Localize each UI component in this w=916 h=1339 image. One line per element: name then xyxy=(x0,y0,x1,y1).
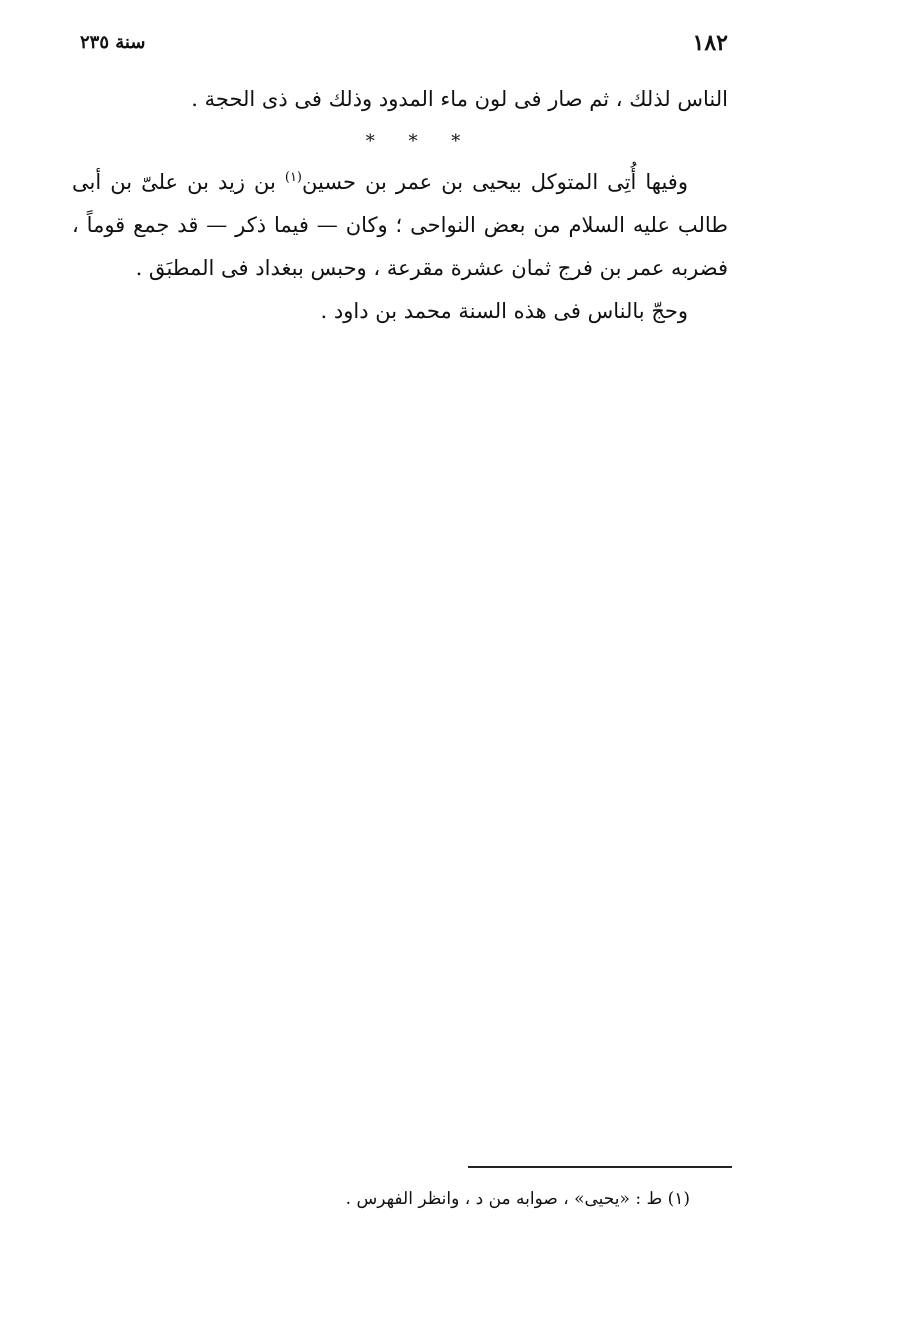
paragraph-main-rest: بن زيد بن علىّ بن أبى طالب عليه السلام من بعض النواحى ؛ وكان — فيما ذكر — قد جمع قوماً ، فضربه عمر بن فرج ثمان عشرة مقرعة ، وحبس ببغداد فى المطبَق . xyxy=(72,170,728,280)
footnote-marker: (١) xyxy=(284,170,302,185)
paragraph-main xyxy=(72,161,728,290)
paragraph-continuation: الناس لذلك ، ثم صار فى لون ماء المدود وذلك فى ذى الحجة . xyxy=(191,87,728,111)
footnote-divider xyxy=(468,1166,732,1168)
footnote-1: (١) ط : «يحيى» ، صوابه من د ، وانظر الفهرس . xyxy=(345,1189,690,1209)
paragraph-hajj: وحجّ بالناس فى هذه السنة محمد بن داود . xyxy=(320,299,688,323)
paragraph-main-start: وفيها أُتِى المتوكل بيحيى بن عمر بن حسين xyxy=(302,170,688,194)
page-number: ١٨٢ xyxy=(692,30,728,56)
section-separator: * * * xyxy=(365,131,475,152)
main-text xyxy=(72,78,728,333)
year-header: سنة ٢٣٥ xyxy=(80,32,146,53)
